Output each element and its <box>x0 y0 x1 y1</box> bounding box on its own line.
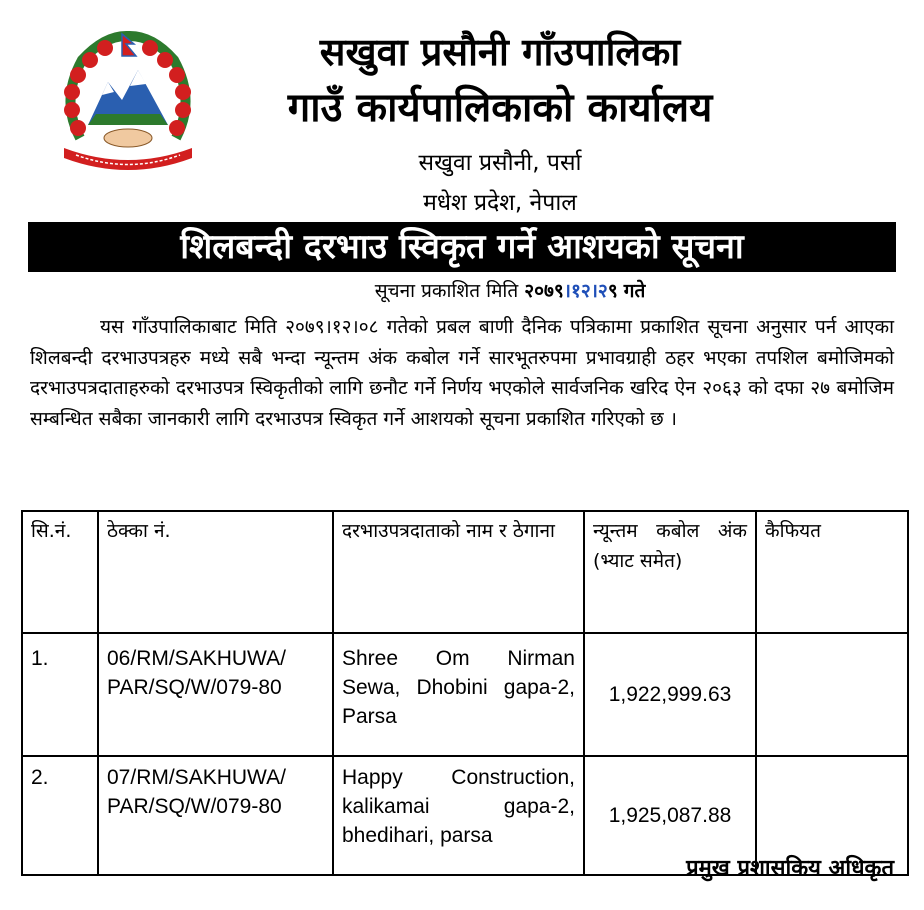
organization-name: सखुवा प्रसौनी गाँउपालिका <box>319 30 681 74</box>
mountain-icon <box>88 70 168 125</box>
address-line-2: मधेश प्रदेश, नेपाल <box>423 190 577 216</box>
row-remarks <box>756 633 908 756</box>
row-sn: 2. <box>22 756 98 875</box>
header-amount: न्यून्तम कबोल अंक (भ्याट समेत) <box>584 511 756 633</box>
notice-body: यस गाँउपालिकाबाट मिति २०७९।१२।०८ गतेको प्रबल बाणी दैनिक पत्रिकामा प्रकाशित सूचना अनुसार पर्न आएका शिलबन्दी दरभाउपत्रहरु मध्ये सबै भन्दा न्यून्तम अंक कबोल गर्ने सारभूतरुपमा प्रभावग्राही ठहर भएका तपशिल बमोजिमको दरभाउपत्रदाताहरुको दरभाउपत्र स्विकृतीको लागि छनौट गर्ने निर्णय भएकोले सार्वजनिक खरिद ऐन २०६३ को दफा २७ बमोजिम सम्बन्धित सबैका जानकारी लागि दरभाउपत्र स्विकृत गर्ने आशयको सूचना प्रकाशित गरिएको छ । <box>30 316 894 430</box>
header-remarks: कैफियत <box>756 511 908 633</box>
publication-date-suffix: गते <box>623 280 646 302</box>
table-row <box>22 633 908 756</box>
ribbon-banner-icon <box>64 148 192 170</box>
address-line-1: सखुवा प्रसौनी, पर्सा <box>418 150 582 176</box>
publication-date <box>300 277 720 305</box>
publication-date-year: २०७९ <box>524 280 564 302</box>
row-contract-no: 06/RM/SAKHUWA/ PAR/SQ/W/079-80 <box>98 633 333 756</box>
publication-date-month-day: ।१२।२ <box>563 280 608 302</box>
notice-title: शिलबन्दी दरभाउ स्विकृत गर्ने आशयको सूचना <box>28 222 896 272</box>
signature-designation: प्रमुख प्रशासकिय अधिकृत <box>686 856 894 881</box>
header-bidder: दरभाउपत्रदाताको नाम र ठेगाना <box>333 511 584 633</box>
row-sn: 1. <box>22 633 98 756</box>
bid-table <box>21 510 909 876</box>
publication-date-label: सूचना प्रकाशित मिति <box>374 280 519 302</box>
header-contract-no: ठेक्का नं. <box>98 511 333 633</box>
row-bidder: Shree Om Nirman Sewa, Dhobini gapa-2, Parsa <box>333 633 584 756</box>
table-header-row <box>22 511 908 633</box>
row-contract-no: 07/RM/SAKHUWA/ PAR/SQ/W/079-80 <box>98 756 333 875</box>
publication-date-day-end: ९ <box>607 280 618 302</box>
handshake-icon <box>104 129 152 147</box>
row-amount: 1,925,087.88 <box>584 756 756 875</box>
header-sn: सि.नं. <box>22 511 98 633</box>
row-bidder: Happy Construction, kalikamai gapa-2, bhedihari, parsa <box>333 756 584 875</box>
government-emblem <box>50 30 205 175</box>
office-name: गाउँ कार्यपालिकाको कार्यालय <box>287 85 713 131</box>
row-amount: 1,922,999.63 <box>584 633 756 756</box>
